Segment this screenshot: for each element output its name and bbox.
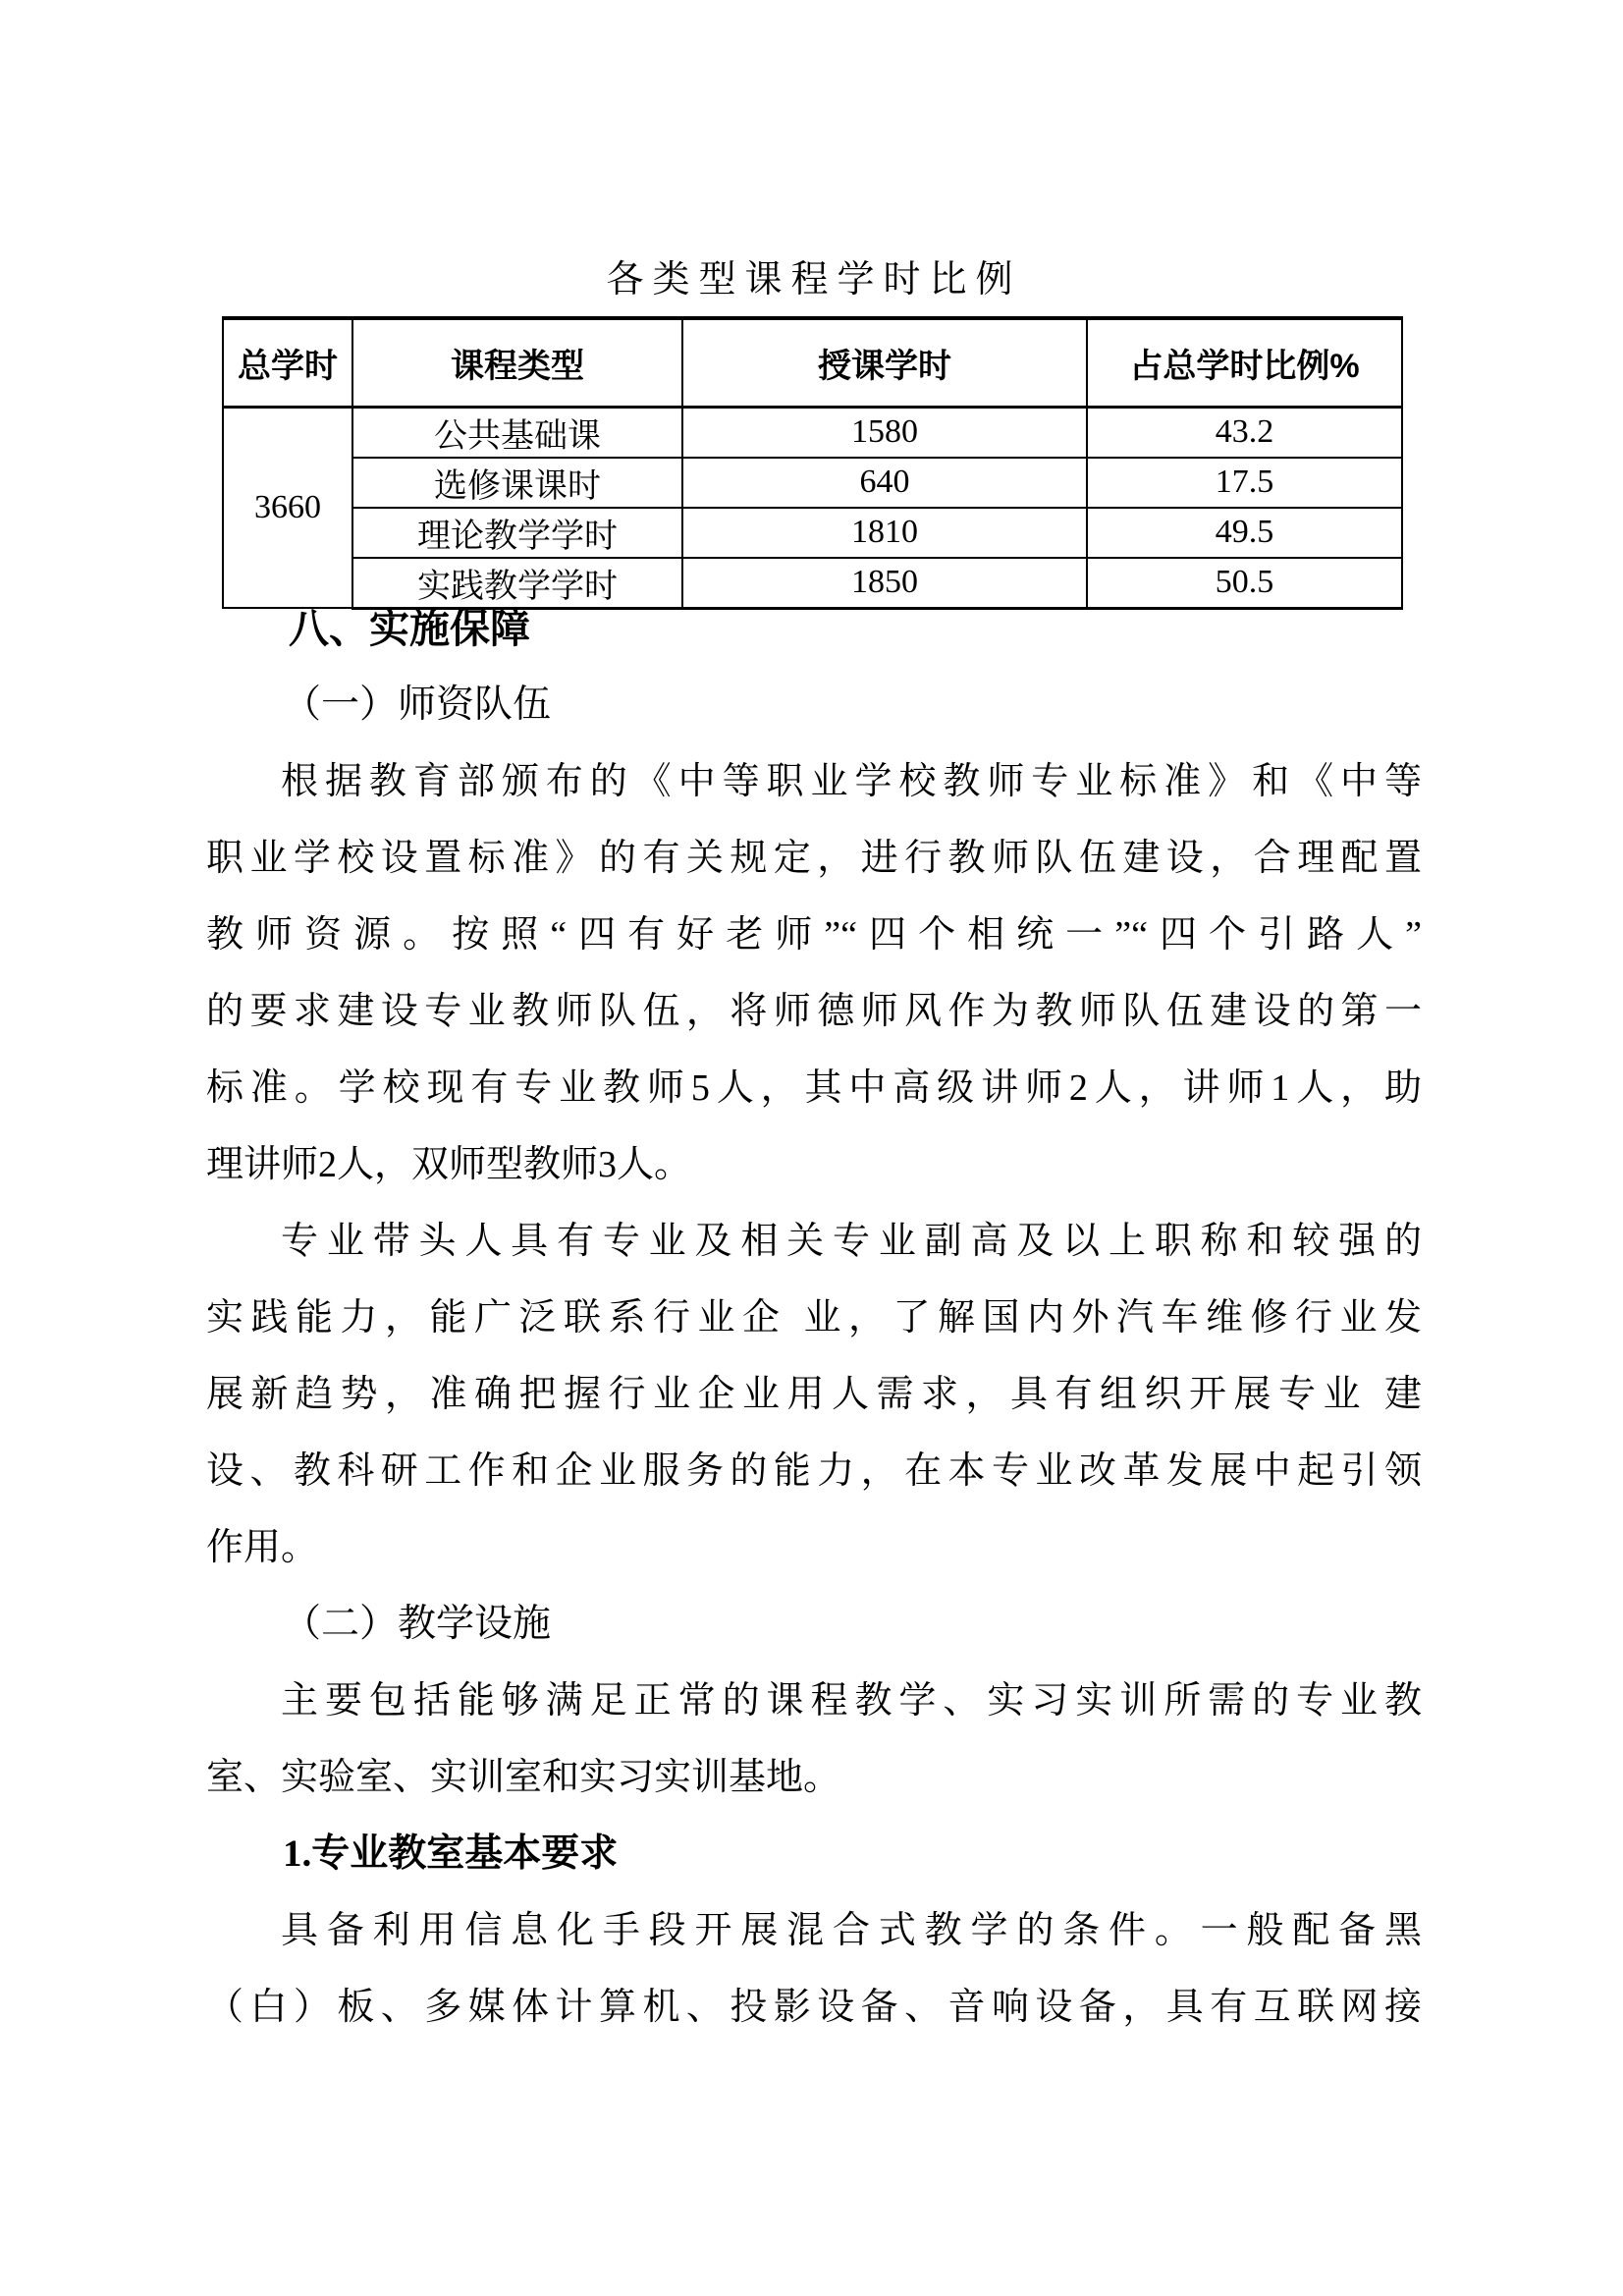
cell-percent: 50.5	[1087, 558, 1402, 609]
text-line: 根据教育部颁布的《中等职业学校教师专业标准》和《中等	[281, 761, 1422, 802]
table-header-row	[223, 318, 1402, 407]
text-line: 展新趋势，准确把握行业企业用人需求，具有组织开展专业 建	[206, 1374, 1422, 1415]
cell-course-type: 实践教学学时	[352, 558, 682, 609]
header-percent: 占总学时比例%	[1087, 318, 1402, 407]
cell-percent: 43.2	[1087, 407, 1402, 458]
cell-percent: 49.5	[1087, 508, 1402, 558]
text-line: 教师资源。按照“四有好老师”“四个相统一”“四个引路人”	[206, 914, 1422, 956]
text-line: 专业带头人具有专业及相关专业副高及以上职称和较强的	[281, 1221, 1422, 1262]
table-row	[223, 508, 1402, 558]
header-teach-hours: 授课学时	[682, 318, 1087, 407]
text-line: 作用。	[206, 1527, 319, 1568]
course-hours-table	[222, 316, 1403, 610]
text-line: 职业学校设置标准》的有关规定，进行教师队伍建设，合理配置	[206, 838, 1422, 879]
text-line: 设、教科研工作和企业服务的能力，在本专业改革发展中起引领	[206, 1450, 1422, 1492]
text-line: 的要求建设专业教师队伍，将师德师风作为教师队伍建设的第一	[206, 991, 1422, 1032]
section-heading-implementation: 八、实施保障	[289, 606, 530, 651]
cell-total-hours: 3660	[223, 407, 352, 608]
subsection-heading-teaching-facilities: （二）教学设施	[283, 1603, 552, 1645]
cell-hours: 1810	[682, 508, 1087, 558]
subsection-heading-teaching-staff: （一）师资队伍	[283, 683, 552, 726]
cell-course-type: 公共基础课	[352, 407, 682, 458]
text-line: 室、实验室、实训室和实习实训基地。	[206, 1757, 841, 1798]
table-title: 各类型课程学时比例	[606, 259, 1022, 301]
cell-course-type: 理论教学学时	[352, 508, 682, 558]
cell-course-type: 选修课课时	[352, 458, 682, 508]
subsection-heading-classroom-requirements: 1.专业教室基本要求	[283, 1832, 619, 1875]
cell-hours: 1850	[682, 558, 1087, 609]
table-row	[223, 458, 1402, 508]
cell-hours: 640	[682, 458, 1087, 508]
text-line: 主要包括能够满足正常的课程教学、实习实训所需的专业教	[281, 1680, 1422, 1722]
text-line: （白）板、多媒体计算机、投影设备、音响设备，具有互联网接	[206, 1987, 1422, 2028]
cell-percent: 17.5	[1087, 458, 1402, 508]
text-line: 标准。学校现有专业教师5人，其中高级讲师2人，讲师1人，助	[206, 1067, 1422, 1109]
cell-hours: 1580	[682, 407, 1087, 458]
body-text-column	[206, 590, 1422, 2046]
text-line: 具备利用信息化手段开展混合式教学的条件。一般配备黑	[281, 1910, 1422, 1951]
header-course-type: 课程类型	[352, 318, 682, 407]
table-row	[223, 407, 1402, 458]
text-line: 理讲师2人，双师型教师3人。	[206, 1144, 692, 1185]
text-line: 实践能力，能广泛联系行业企 业，了解国内外汽车维修行业发	[206, 1297, 1422, 1339]
header-total-hours: 总学时	[223, 318, 352, 407]
